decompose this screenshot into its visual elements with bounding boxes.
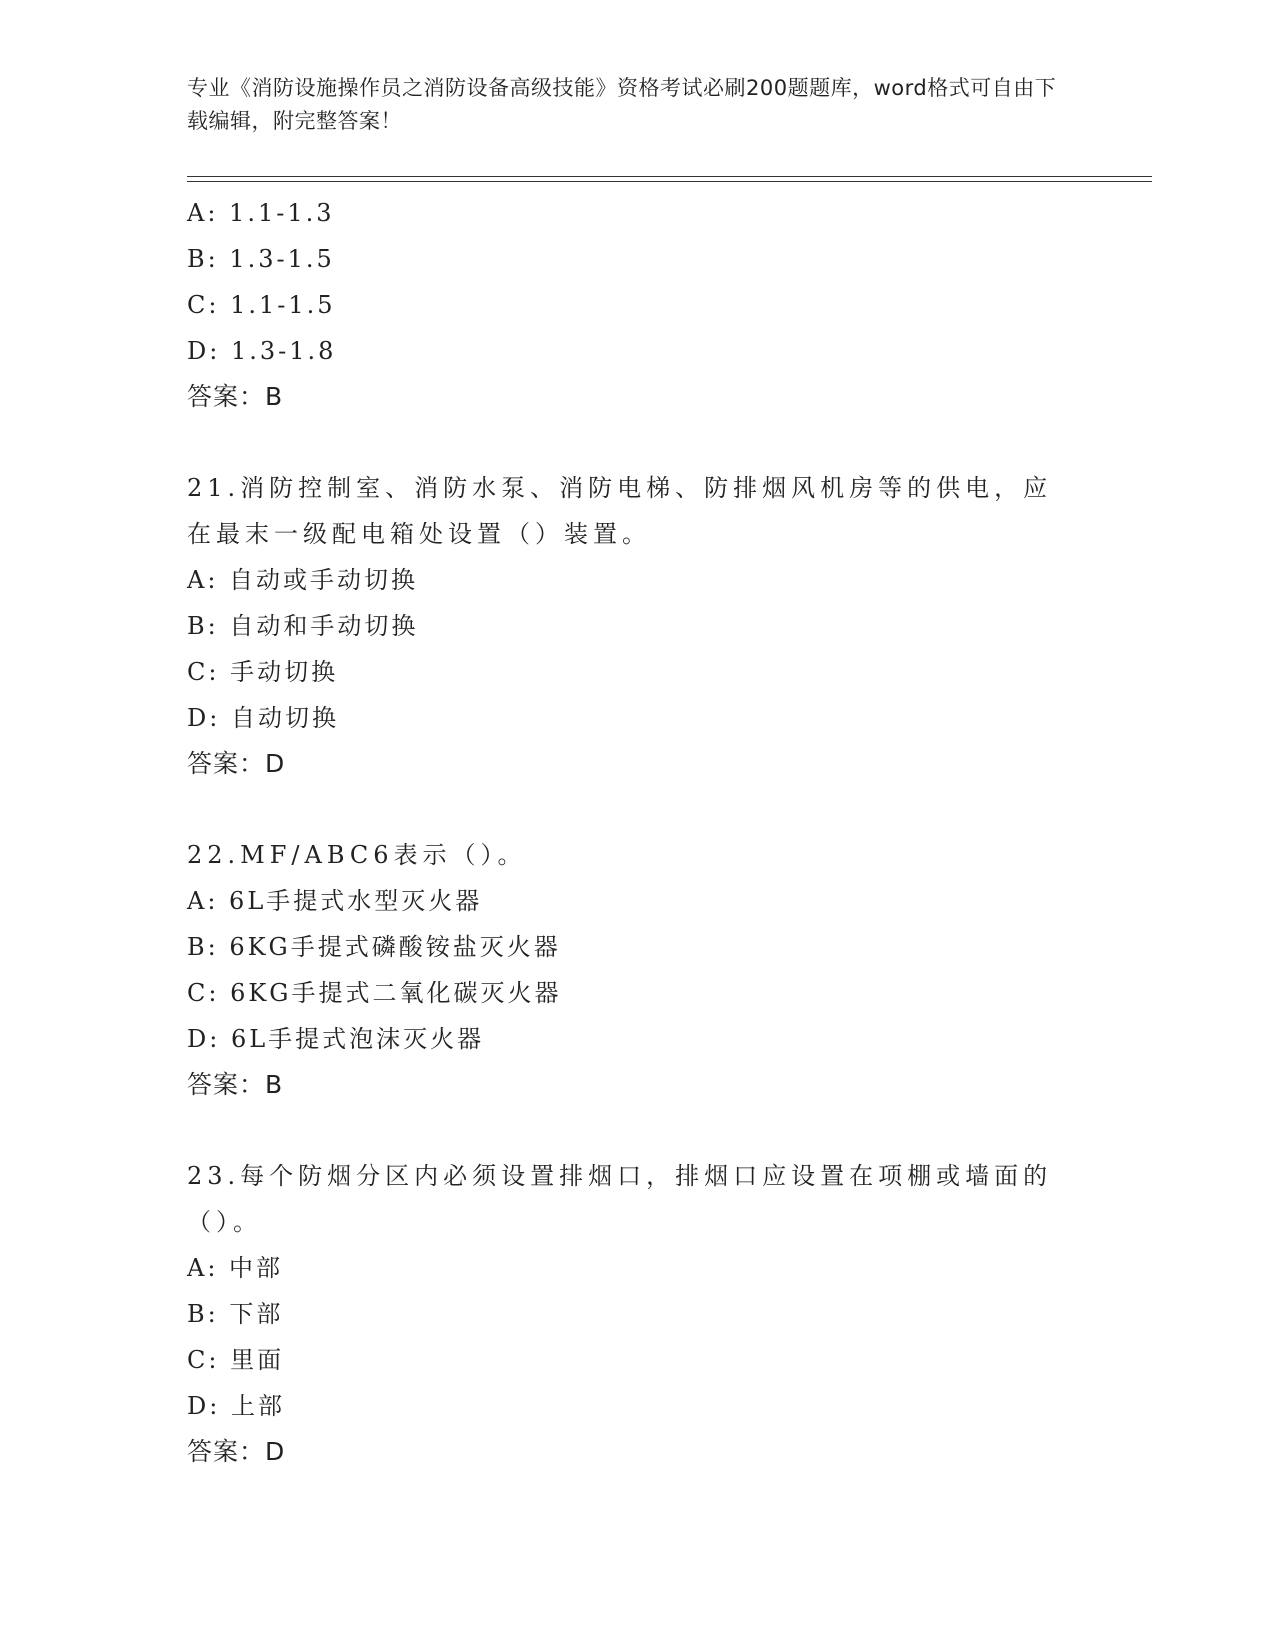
answer-line: 答案：D — [187, 1437, 286, 1466]
option-c: C: 手动切换 — [187, 658, 339, 686]
document-header: 专业《消防设施操作员之消防设备高级技能》资格考试必刷200题题库，word格式可自由下载编辑，附完整答案！ — [187, 76, 1057, 133]
answer-line: 答案：B — [187, 1070, 284, 1099]
option-d: D: 上部 — [187, 1392, 285, 1420]
option-a: A: 自动或手动切换 — [187, 566, 419, 594]
header-divider-top — [187, 176, 1152, 177]
answer-line: 答案：D — [187, 749, 286, 778]
option-c: C: 里面 — [187, 1346, 285, 1374]
option-a: A: 1.1-1.3 — [187, 199, 335, 227]
answer-line: 答案：B — [187, 382, 284, 411]
option-a: A: 中部 — [187, 1254, 284, 1282]
question-23 — [187, 1153, 1087, 1475]
question-22 — [187, 832, 1087, 1108]
header-divider-bottom — [187, 181, 1152, 182]
option-c: C: 6KG手提式二氧化碳灭火器 — [187, 979, 562, 1007]
question-text: 21.消防控制室、消防水泵、消防电梯、防排烟风机房等的供电，应在最末一级配电箱处设置（）装置。 — [187, 474, 1053, 548]
option-d: D: 6L手提式泡沫灭火器 — [187, 1025, 485, 1053]
option-b: B: 自动和手动切换 — [187, 612, 419, 640]
option-a: A: 6L手提式水型灭火器 — [187, 887, 483, 915]
option-b: B: 下部 — [187, 1300, 284, 1328]
question-content — [187, 190, 1087, 1475]
option-d: D: 自动切换 — [187, 704, 339, 732]
question-text: 22.MF/ABC6表示（）。 — [187, 841, 527, 869]
option-d: D: 1.3-1.8 — [187, 337, 337, 365]
question-20-continued — [187, 190, 1087, 420]
question-21 — [187, 465, 1087, 787]
option-b: B: 1.3-1.5 — [187, 245, 335, 273]
option-b: B: 6KG手提式磷酸铵盐灭火器 — [187, 933, 561, 961]
question-text: 23.每个防烟分区内必须设置排烟口，排烟口应设置在项棚或墙面的（）。 — [187, 1162, 1053, 1236]
option-c: C: 1.1-1.5 — [187, 291, 336, 319]
